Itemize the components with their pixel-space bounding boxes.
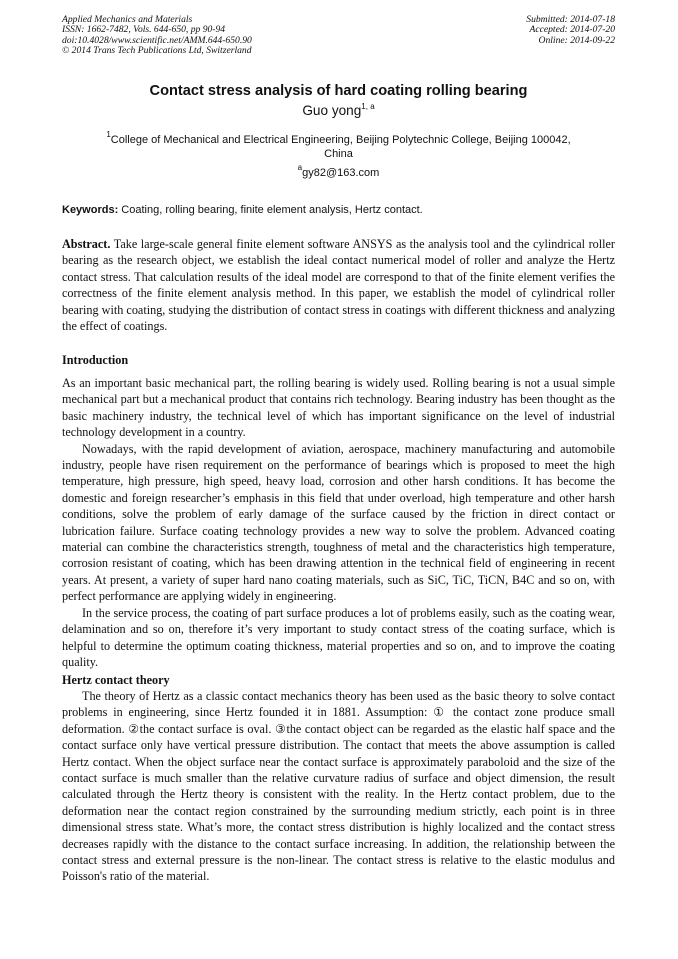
abstract — [62, 236, 615, 334]
online-date: Online: 2014-09-22 — [538, 34, 615, 46]
hertz-paragraph: The theory of Hertz as a classic contact mechanics theory has been used as the basic theory to solve contact problems in engineering, since Hertz founded it in 1881. Assumption: ① the contact zone produce small deformation. ②the contact surface is oval. ③the contact object can be regarded as the elastic half space and the contact surface only have vertical pressure distribution. The contact that meets the above assumption is called Hertz contact. When the object surface near the contact surface is approximately paraboloid and the size of the contact surface is much smaller than the relative curvature radius of surface and object dimension, the result calculated through the Hertz theory is consistent with the reality. In the Hertz contact problem, due to the deformation near the contact region constrained by the surrounding medium strictly, each point is in three dimensional stress state. What’s more, the contact stress distribution is highly localized and the contact stress decreases rapidly with the distance to the contact surface increasing. In addition, the relationship between the contact stress and external pressure is the non-linear. The contact stress is relative to the elastic modulus and Poisson's ratio of the material. — [62, 689, 615, 884]
intro-paragraph-1: As an important basic mechanical part, the rolling bearing is widely used. Rolling bearing is not a usual simple mechanical part but a mechanical product that contains rich technology. Bearing industry has been thought as the basic machinery industry, the technical level of which has important significance on the level of industrial technology development in a country. — [62, 376, 615, 440]
email-address: gy82@163.com — [302, 167, 380, 179]
copyright-line: © 2014 Trans Tech Publications Ltd, Switzerland — [62, 45, 252, 57]
author-line — [62, 103, 615, 119]
issn-line: ISSN: 1662-7482, Vols. 644-650, pp 90-94 — [62, 24, 226, 36]
affiliation-line-2: China — [324, 148, 353, 161]
author-name: Guo yong — [302, 103, 362, 118]
submitted-date: Submitted: 2014-07-18 — [526, 14, 615, 25]
accepted-date: Accepted: 2014-07-20 — [529, 24, 615, 36]
keywords-text: Coating, rolling bearing, finite element analysis, Hertz contact. — [118, 204, 423, 216]
affiliation — [62, 130, 615, 162]
author-superscript: 1, a — [361, 102, 375, 111]
abstract-label: Abstract. — [62, 237, 111, 251]
keywords-label: Keywords: — [62, 204, 119, 216]
affiliation-line-1: College of Mechanical and Electrical Engineering, Beijing Polytechnic College, Beijing 100042, — [110, 134, 571, 146]
hertz-body — [62, 688, 615, 885]
header-right — [526, 15, 615, 46]
hertz-heading: Hertz contact theory — [62, 673, 170, 687]
paper-title: Contact stress analysis of hard coating rolling bearing — [149, 83, 528, 99]
affiliation-superscript: 1 — [106, 130, 111, 139]
introduction-heading: Introduction — [62, 353, 129, 367]
header-left — [62, 15, 252, 57]
intro-paragraph-3: In the service process, the coating of part surface produces a lot of problems easily, such as the coating wear, delamination and so on, therefore it’s very important to study contact stress of the coating surface, which is helpful to determine the optimum coating thickness, material properties and so on, and to improve the coating quality. — [62, 605, 615, 669]
doi-line: doi:10.4028/www.scientific.net/AMM.644-650.90 — [62, 34, 252, 46]
author-email — [62, 163, 615, 180]
introduction-body — [62, 375, 615, 670]
intro-paragraph-2: Nowadays, with the rapid development of aviation, aerospace, machinery manufacturing and automobile industry, people have risen requirement on the performance of bearings which is proposed to meet the high temperature, high pressure, high speed, heavy load, corrosion and other harsh conditions. It has become the domestic and foreign researcher’s emphasis in this field that under overload, high temperature and other harsh conditions, solve the problem of early damage of the surface caused by the friction in direct contact or lubrication failure. Surface coating technology provides a new way to solve the problem. Advanced coating material can combine the characteristics strength, toughness of metal and the characteristics high temperature, corrosion resistant of coating, which has been drawing attention in the technical field of engineering in recent years. At present, a variety of super hard nano coating materials, such as SiC, TiC, TiCN, B4C and so on, with perfect performance are applying widely in engineering. — [62, 441, 615, 604]
abstract-text: Take large-scale general finite element software ANSYS as the analysis tool and the cylindrical roller bearing as the research object, we establish the ideal contact numerical model of roller and analyze the Hertz contact stress. That calculation results of the ideal model are correspond to that of the finite element verifies the correctness of the finite element analysis method. In this paper, we establish the model of cylindrical roller bearing with coating, studying the distribution of contact stress in coatings with different thickness and analyzing the effect of coatings. — [62, 237, 615, 334]
journal-name: Applied Mechanics and Materials — [62, 14, 193, 25]
keywords — [62, 203, 615, 217]
email-superscript: a — [297, 163, 303, 172]
